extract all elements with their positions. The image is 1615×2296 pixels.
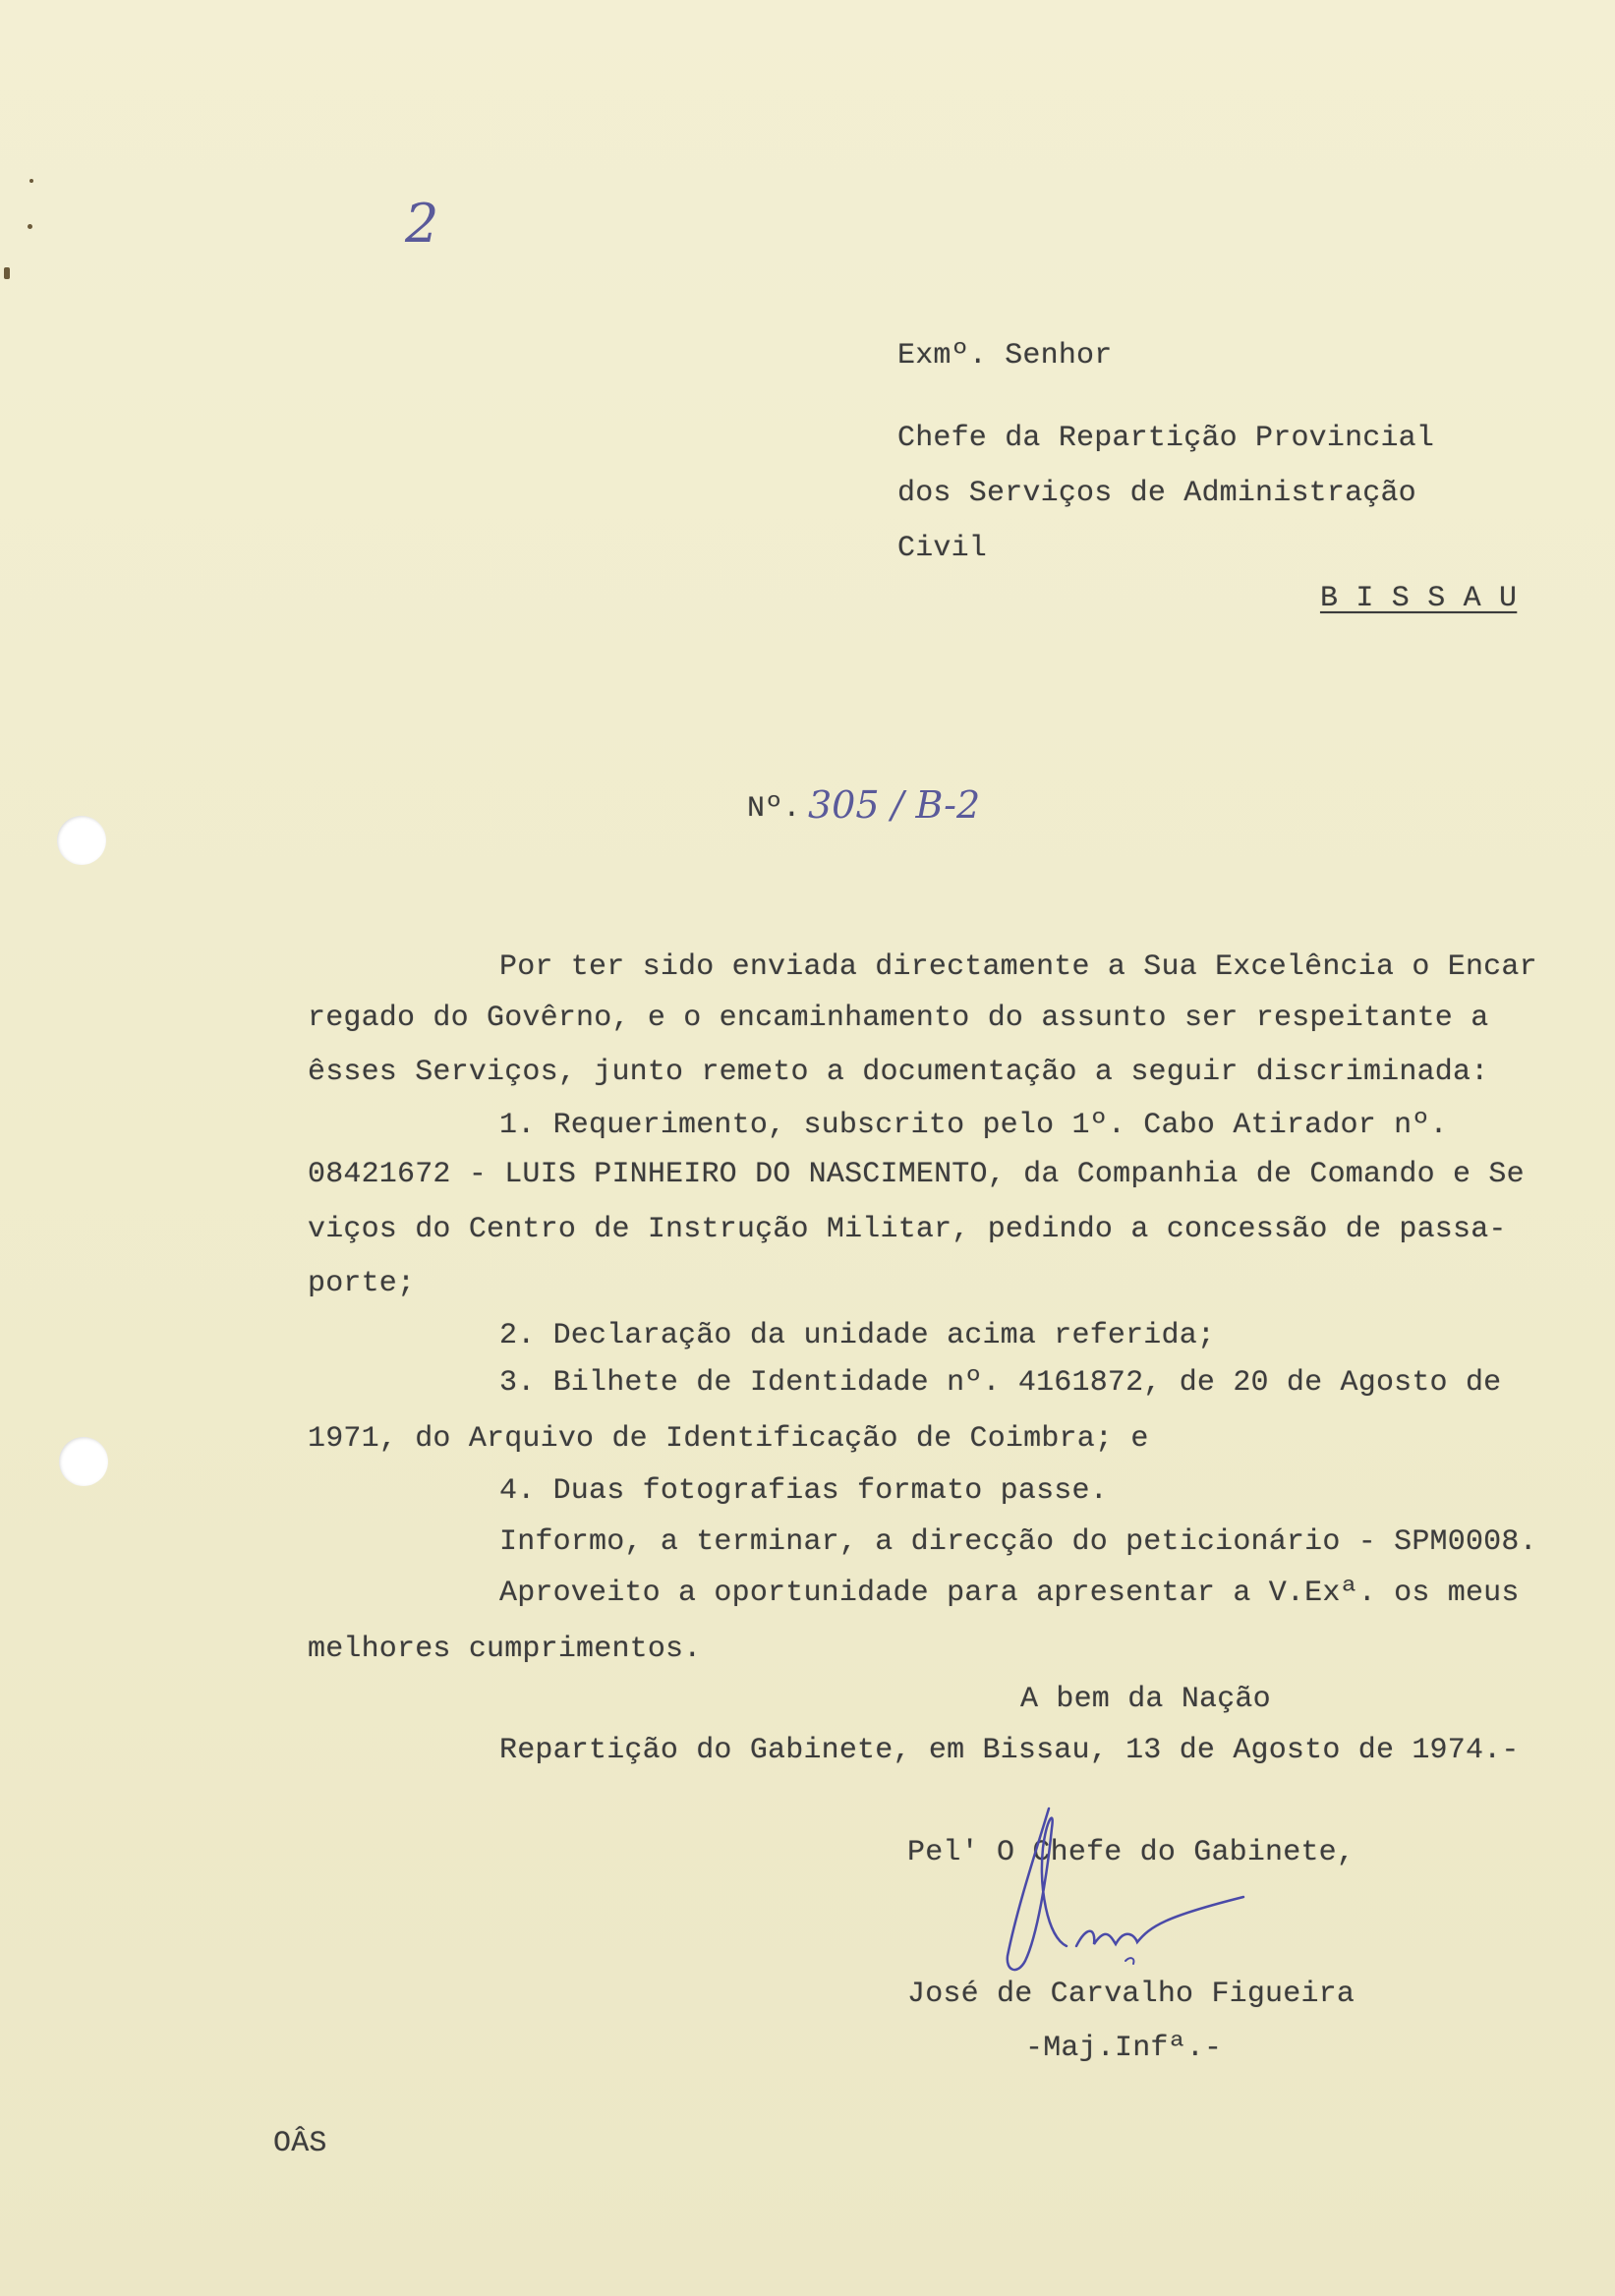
signatory-title: Pel' O Chefe do Gabinete, xyxy=(907,1836,1355,1869)
page-number-mark: 2 xyxy=(405,193,439,255)
body-line: Aproveito a oportunidade para apresentar a V.Exª. os meus xyxy=(499,1577,1520,1610)
recipient-line-1: Chefe da Repartição Provincial xyxy=(897,422,1435,455)
paper-speck xyxy=(28,224,32,229)
list-item: 1971, do Arquivo de Identificação de Coimbra; e xyxy=(308,1422,1149,1456)
body-line: êsses Serviços, junto remeto a documentação a seguir discriminada: xyxy=(308,1056,1489,1089)
reference-prefix: Nº. xyxy=(747,792,801,826)
paper-speck xyxy=(29,179,33,183)
list-item: 4. Duas fotografias formato passe. xyxy=(499,1474,1108,1508)
punch-hole xyxy=(59,1437,108,1486)
body-line: melhores cumprimentos. xyxy=(308,1633,702,1666)
list-item: 3. Bilhete de Identidade nº. 4161872, de 20 de Agosto de xyxy=(499,1366,1502,1400)
list-item: 08421672 - LUIS PINHEIRO DO NASCIMENTO, da Companhia de Comando e Se xyxy=(308,1158,1525,1191)
recipient-city: B I S S A U xyxy=(1320,582,1518,615)
place-date: Repartição do Gabinete, em Bissau, 13 de Agosto de 1974.- xyxy=(499,1734,1520,1767)
reference-number: 305 / B-2 xyxy=(808,783,981,827)
punch-hole xyxy=(57,816,106,865)
body-line: Informo, a terminar, a direcção do peticionário - SPM0008. xyxy=(499,1525,1537,1559)
paper-speck xyxy=(4,267,10,279)
typist-initials: OÂS xyxy=(273,2127,327,2160)
body-line: Por ter sido enviada directamente a Sua Excelência o Encar xyxy=(499,950,1537,984)
list-item: 1. Requerimento, subscrito pelo 1º. Cabo Atirador nº. xyxy=(499,1109,1448,1142)
closing-motto: A bem da Nação xyxy=(1020,1683,1271,1716)
recipient-line-3: Civil xyxy=(897,532,988,565)
list-item: viços do Centro de Instrução Militar, pedindo a concessão de passa- xyxy=(308,1213,1507,1246)
list-item: 2. Declaração da unidade acima referida; xyxy=(499,1319,1216,1352)
recipient-line-2: dos Serviços de Administração xyxy=(897,477,1416,510)
body-line: regado do Govêrno, e o encaminhamento do assunto ser respeitante a xyxy=(308,1002,1489,1035)
signatory-rank: -Maj.Infª.- xyxy=(1025,2032,1223,2065)
signature-icon xyxy=(978,1789,1273,1995)
list-item: porte; xyxy=(308,1267,416,1300)
signatory-name: José de Carvalho Figueira xyxy=(907,1978,1355,2011)
salutation: Exmº. Senhor xyxy=(897,339,1113,373)
